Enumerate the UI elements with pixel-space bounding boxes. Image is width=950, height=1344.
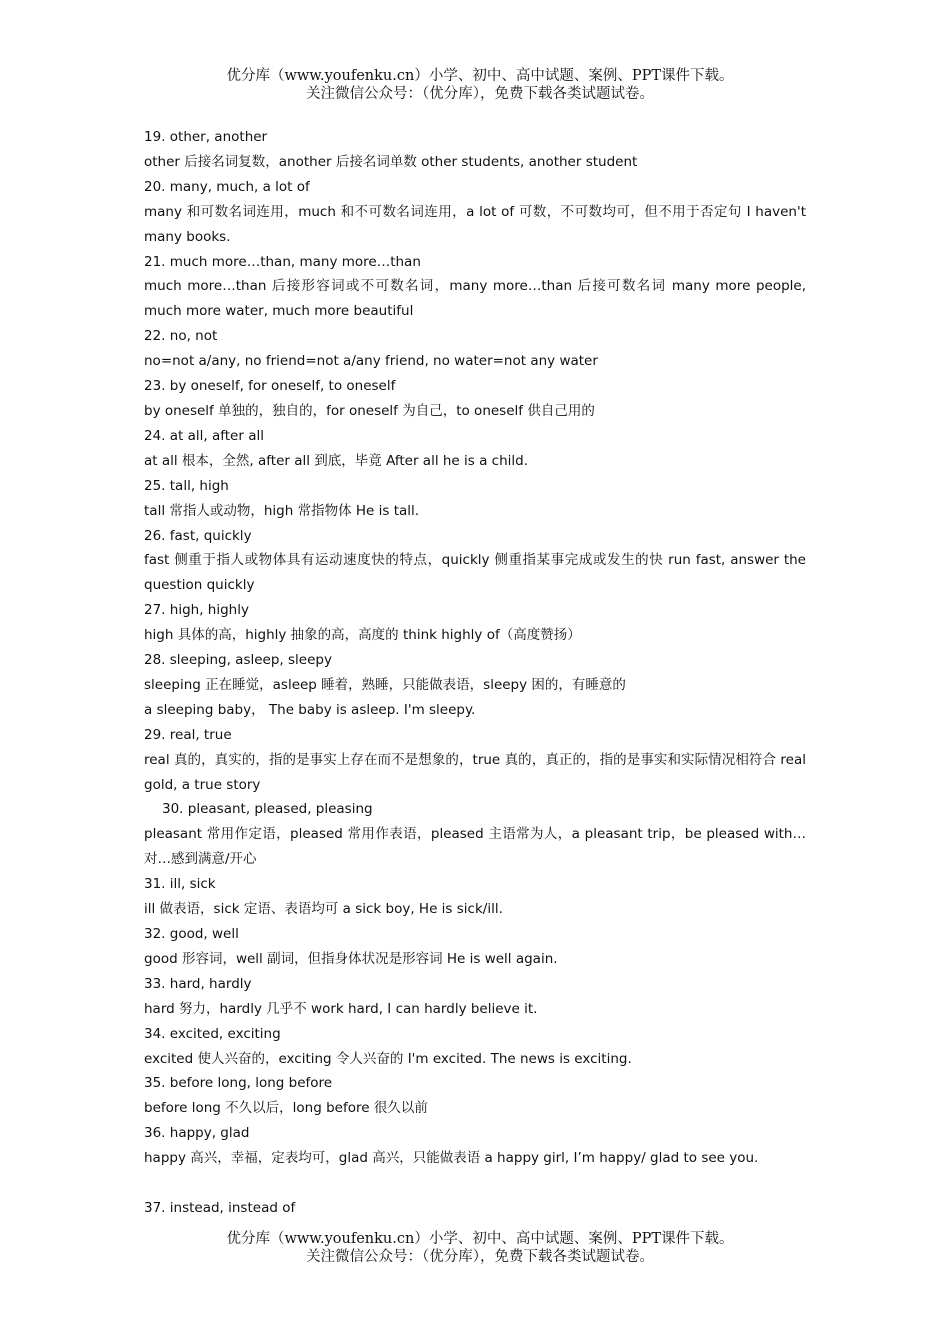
entry-title: 25. tall, high	[144, 477, 229, 494]
entry-body: happy 高兴，幸福，定表均可，glad 高兴，只能做表语 a happy girl, I’m happy/ glad to see you.	[144, 1150, 759, 1167]
entry-title: 31. ill, sick	[144, 876, 216, 893]
entry-example: a sleeping baby， The baby is asleep. I'm sleepy.	[144, 701, 476, 718]
entry-title: 20. many, much, a lot of	[144, 178, 310, 195]
entry-body: before long 不久以后，long before 很久以前	[144, 1100, 428, 1117]
entry-title: 35. before long, long before	[144, 1075, 333, 1092]
entry-title: 36. happy, glad	[144, 1125, 250, 1142]
entry-title: 23. by oneself, for oneself, to oneself	[144, 378, 396, 395]
entry-body: much more…than 后接形容词或不可数名词，many more…than 后接可数名词 many more people, much more water, much more beautiful	[144, 278, 806, 320]
entry-body: no=not a/any, no friend=not a/any friend, no water=not any water	[144, 353, 598, 370]
header-line-1: 优分库（www.youfenku.cn）小学、初中、高中试题、案例、PPT课件下载。	[226, 68, 734, 84]
entry-body: tall 常指人或动物，high 常指物体 He is tall.	[144, 502, 420, 519]
entry-body: sleeping 正在睡觉，asleep 睡着，熟睡，只能做表语，sleepy 困的，有睡意的	[144, 676, 626, 693]
page-header	[0, 67, 950, 103]
entry-body: many 和可数名词连用，much 和不可数名词连用，a lot of 可数，不可数均可，但不用于否定句 I haven't many books.	[144, 203, 806, 245]
entry-title: 37. instead, instead of	[144, 1199, 296, 1216]
entry-title: 21. much more…than, many more…than	[144, 253, 421, 270]
entry-body: other 后接名词复数，another 后接名词单数 other students, another student	[144, 153, 638, 170]
entry-body: fast 侧重于指人或物体具有运动速度快的特点，quickly 侧重指某事完成或发生的快 run fast, answer the question quickly	[144, 552, 806, 594]
entry-body: by oneself 单独的，独自的，for oneself 为自己，to oneself 供自己用的	[144, 402, 595, 419]
entry-body: real 真的，真实的，指的是事实上存在而不是想象的，true 真的，真正的，指的是事实和实际情况相符合 real gold, a true story	[144, 751, 806, 793]
entry-body: pleasant 常用作定语，pleased 常用作表语，pleased 主语常为人，a pleasant trip，be pleased with…对…感到满意/开心	[144, 826, 806, 868]
entry-body: good 形容词，well 副词，但指身体状况是形容词 He is well again.	[144, 950, 558, 967]
footer-line-2: 关注微信公众号：（优分库），免费下载各类试题试卷。	[306, 1249, 654, 1265]
entry-title: 32. good, well	[144, 926, 239, 942]
entry-title: 22. no, not	[144, 328, 218, 345]
entry-title: 19. other, another	[144, 129, 268, 145]
page-footer	[0, 1230, 950, 1266]
entry-title: 30. pleasant, pleased, pleasing	[162, 801, 373, 818]
footer-line-1: 优分库（www.youfenku.cn）小学、初中、高中试题、案例、PPT课件下载。	[226, 1231, 734, 1247]
entry-body: at all 根本，全然, after all 到底，毕竟 After all he is a child.	[144, 452, 528, 469]
document-body	[144, 125, 806, 1221]
entry-title: 24. at all, after all	[144, 427, 264, 444]
entry-body: hard 努力，hardly 几乎不 work hard, I can hardly believe it.	[144, 1000, 538, 1017]
blank-line	[144, 1171, 806, 1196]
entry-title: 28. sleeping, asleep, sleepy	[144, 652, 332, 669]
entry-body: excited 使人兴奋的，exciting 令人兴奋的 I'm excited. The news is exciting.	[144, 1050, 632, 1067]
entry-body: high 具体的高，highly 抽象的高，高度的 think highly of（高度赞扬）	[144, 627, 581, 644]
entry-title: 33. hard, hardly	[144, 975, 252, 992]
entry-title: 34. excited, exciting	[144, 1025, 281, 1042]
entry-body: ill 做表语，sick 定语、表语均可 a sick boy, He is sick/ill.	[144, 901, 503, 918]
entry-title: 29. real, true	[144, 726, 232, 743]
header-line-2: 关注微信公众号：（优分库），免费下载各类试题试卷。	[306, 86, 654, 102]
entry-title: 27. high, highly	[144, 602, 249, 619]
entry-title: 26. fast, quickly	[144, 527, 252, 544]
